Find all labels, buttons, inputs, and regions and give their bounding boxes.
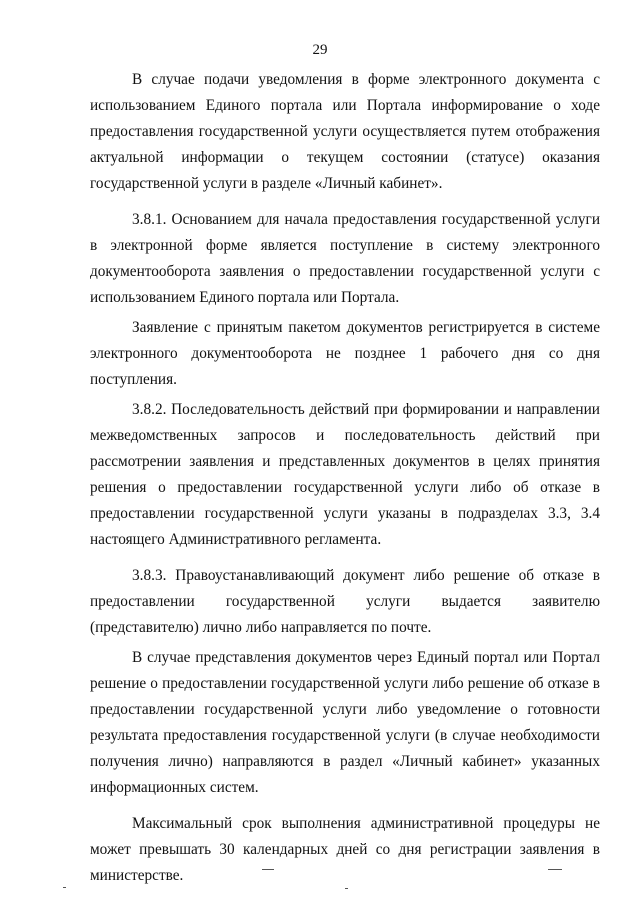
scan-artifact <box>63 887 66 888</box>
scan-artifact <box>548 869 562 870</box>
paragraph-max-term: Максимальный срок выполнения административной процедуры не может превышать 30 календарных дней со дня регистрации заявления в министерстве. <box>90 815 600 884</box>
paragraph-personal-cabinet: В случае представления документов через Единый портал или Портал решение о предоставлении государственной услуги либо решение об отказе в предоставлении государственной услуги либо уведомление о готовности результата предоставления государственной услуги (в случае необходимости получения лично) направляются в раздел «Личный кабинет» указанных информационных систем. <box>90 649 600 796</box>
paragraph-registration: Заявление с принятым пакетом документов регистрируется в системе электронного документооборота не позднее 1 рабочего дня со дня поступления. <box>90 319 600 388</box>
paragraph-3-8-2: 3.8.2. Последовательность действий при формировании и направлении межведомственных запросов и последовательность действий при рассмотрении заявления и представленных документов в целях принятия решения о предоставлении государственной услуги либо об отказе в предоставлении государственной услуги указаны в подразделах 3.3, 3.4 настоящего Административного регламента. <box>90 401 600 548</box>
paragraph-notification-status: В случае подачи уведомления в форме электронного документа с использованием Единого портала или Портала информирование о ходе предоставления государственной услуги осуществляется путем отображения актуальной информации о текущем состоянии (статусе) оказания государственной услуги в разделе «Личный кабинет». <box>90 71 600 192</box>
scan-artifact <box>345 888 348 889</box>
page-number: 29 <box>312 42 328 58</box>
scan-artifact <box>262 869 274 870</box>
paragraph-3-8-3: 3.8.3. Правоустанавливающий документ либо решение об отказе в предоставлении государственной услуги выдается заявителю (представителю) лично либо направляется по почте. <box>90 567 600 636</box>
document-body <box>90 67 600 899</box>
paragraph-3-8-1: 3.8.1. Основанием для начала предоставления государственной услуги в электронной форме является поступление в систему электронного документооборота заявления о предоставлении государственной услуги с использованием Единого портала или Портала. <box>90 211 600 306</box>
